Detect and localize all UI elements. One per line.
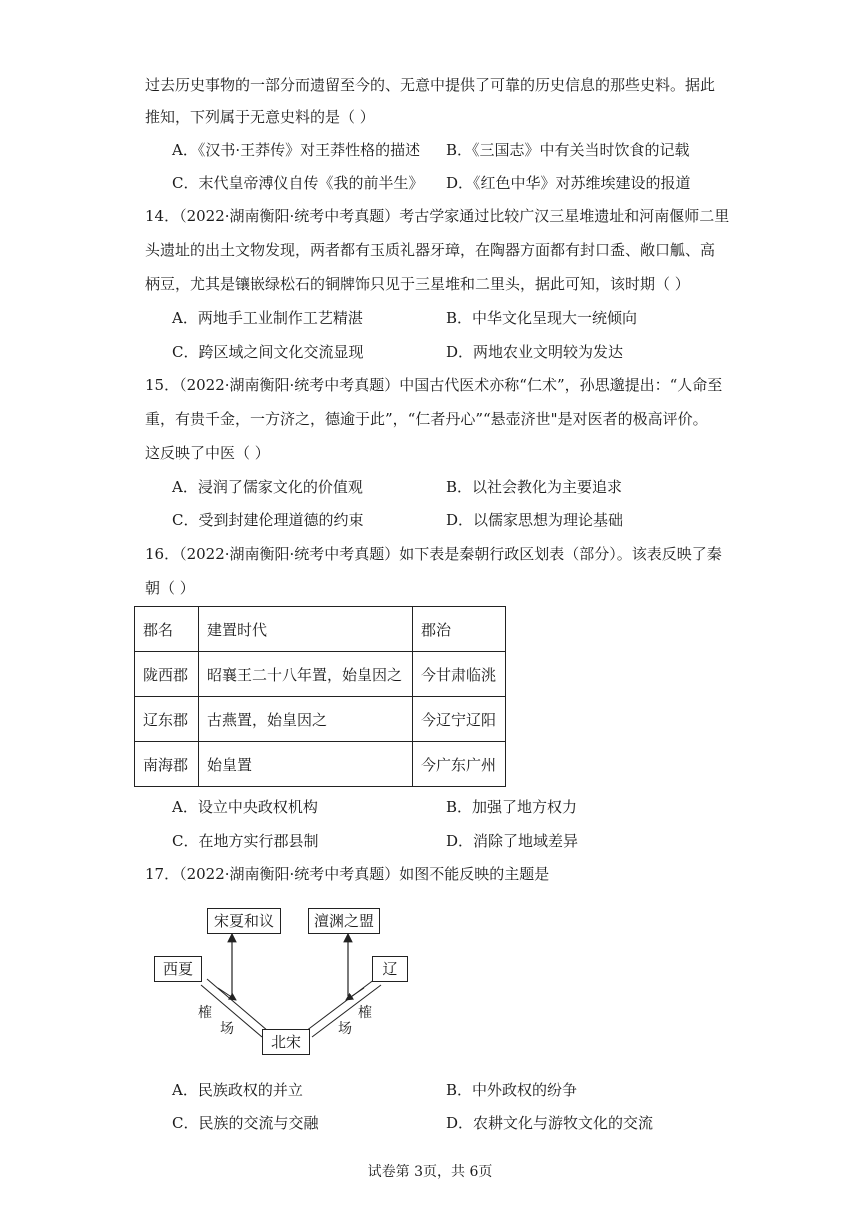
q16-stem-line-2: 朝（ ）: [145, 579, 195, 597]
song-xia-treaty-box: 宋夏和议: [207, 908, 281, 934]
liao-box: 辽: [372, 956, 408, 982]
left-chang-label: 场: [220, 1021, 234, 1037]
q16-option-c[interactable]: C．在地方实行郡县制: [172, 832, 319, 850]
q13-stem-line-1: 过去历史事物的一部分而遗留至今的、无意中提供了可靠的历史信息的那些史料。据此: [145, 76, 716, 94]
table-cell: 陇西郡: [135, 652, 199, 697]
qin-admin-table: [134, 606, 506, 787]
chanyuan-treaty-box: 澶渊之盟: [308, 908, 380, 934]
q17-option-a[interactable]: A．民族政权的并立: [172, 1081, 303, 1099]
table-cell: 今广东广州: [413, 742, 506, 787]
table-row: [135, 742, 506, 787]
q15-option-d[interactable]: D．以儒家思想为理论基础: [446, 511, 624, 529]
table-cell: 南海郡: [135, 742, 199, 787]
q14-option-d[interactable]: D．两地农业文明较为发达: [446, 343, 624, 361]
beisong-box: 北宋: [262, 1029, 310, 1055]
q16-option-a[interactable]: A．设立中央政权机构: [172, 798, 318, 816]
q13-stem-line-2: 推知，下列属于无意史料的是（ ）: [145, 108, 375, 126]
right-chang-label: 场: [338, 1021, 352, 1037]
q14-option-a[interactable]: A．两地手工业制作工艺精湛: [172, 309, 363, 327]
q15-stem-line-3: 这反映了中医（ ）: [145, 444, 270, 462]
table-row: [135, 697, 506, 742]
page-footer: 试卷第 3页，共 6页: [367, 1164, 493, 1180]
trade-diagram: [150, 896, 420, 1066]
left-channel-line: [207, 979, 268, 1031]
left-que-label: 榷: [198, 1005, 212, 1021]
q17-option-b[interactable]: B．中外政权的纷争: [446, 1081, 578, 1099]
left-flow-arrow: [218, 988, 236, 1000]
table-header-cell: 郡治: [413, 607, 506, 652]
q15-stem-line-1: 15．（2022·湖南衡阳·统考中考真题）中国古代医术亦称“仁术”，孙思邈提出：“人命至: [145, 376, 723, 394]
table-cell: 昭襄王二十八年置，始皇因之: [199, 652, 413, 697]
table-header-row: [135, 607, 506, 652]
table-header-cell: 建置时代: [199, 607, 413, 652]
q14-stem-line-2: 头遗址的出土文物发现，两者都有玉质礼器牙璋，在陶器方面都有封口盉、敞口觚、高: [145, 241, 716, 259]
q16-option-b[interactable]: B．加强了地方权力: [446, 798, 578, 816]
table-header-cell: 郡名: [135, 607, 199, 652]
q17-option-d[interactable]: D．农耕文化与游牧文化的交流: [446, 1114, 654, 1132]
q13-option-c[interactable]: C．末代皇帝溥仪自传《我的前半生》: [172, 174, 424, 192]
q15-stem-line-2: 重，有贵千金，一方济之，德逾于此”，“仁者丹心”“悬壶济世"是对医者的极高评价。: [145, 410, 708, 428]
q14-option-b[interactable]: B．中华文化呈现大一统倾向: [446, 309, 638, 327]
table-cell: 辽东郡: [135, 697, 199, 742]
q13-option-b[interactable]: B．《三国志》中有关当时饮食的记载: [446, 141, 690, 159]
xixia-box: 西夏: [154, 956, 202, 982]
q14-stem-line-3: 柄豆，尤其是镶嵌绿松石的铜牌饰只见于三星堆和二里头，据此可知，该时期（ ）: [145, 275, 690, 293]
table-cell: 今甘肃临洮: [413, 652, 506, 697]
q15-option-b[interactable]: B．以社会教化为主要追求: [446, 478, 623, 496]
right-que-label: 榷: [358, 1005, 372, 1021]
table-cell: 始皇置: [199, 742, 413, 787]
q15-option-a[interactable]: A．浸润了儒家文化的价值观: [172, 478, 363, 496]
q16-stem-line-1: 16．（2022·湖南衡阳·统考中考真题）如下表是秦朝行政区划表（部分）。该表反映了秦: [145, 545, 722, 563]
table-cell: 古燕置，始皇因之: [199, 697, 413, 742]
table-row: [135, 652, 506, 697]
q16-option-d[interactable]: D．消除了地域差异: [446, 832, 579, 850]
q14-stem-line-1: 14．（2022·湖南衡阳·统考中考真题）考古学家通过比较广汉三星堆遗址和河南偃师二里: [145, 207, 730, 225]
table-cell: 今辽宁辽阳: [413, 697, 506, 742]
q15-option-c[interactable]: C．受到封建伦理道德的约束: [172, 511, 364, 529]
q17-option-c[interactable]: C．民族的交流与交融: [172, 1114, 319, 1132]
q17-stem-line-1: 17．（2022·湖南衡阳·统考中考真题）如图不能反映的主题是: [145, 865, 550, 883]
q13-option-a[interactable]: A．《汉书·王莽传》对王莽性格的描述: [172, 141, 421, 159]
q13-option-d[interactable]: D．《红色中华》对苏维埃建设的报道: [446, 174, 691, 192]
right-flow-arrow: [346, 988, 364, 1000]
q14-option-c[interactable]: C．跨区域之间文化交流显现: [172, 343, 364, 361]
